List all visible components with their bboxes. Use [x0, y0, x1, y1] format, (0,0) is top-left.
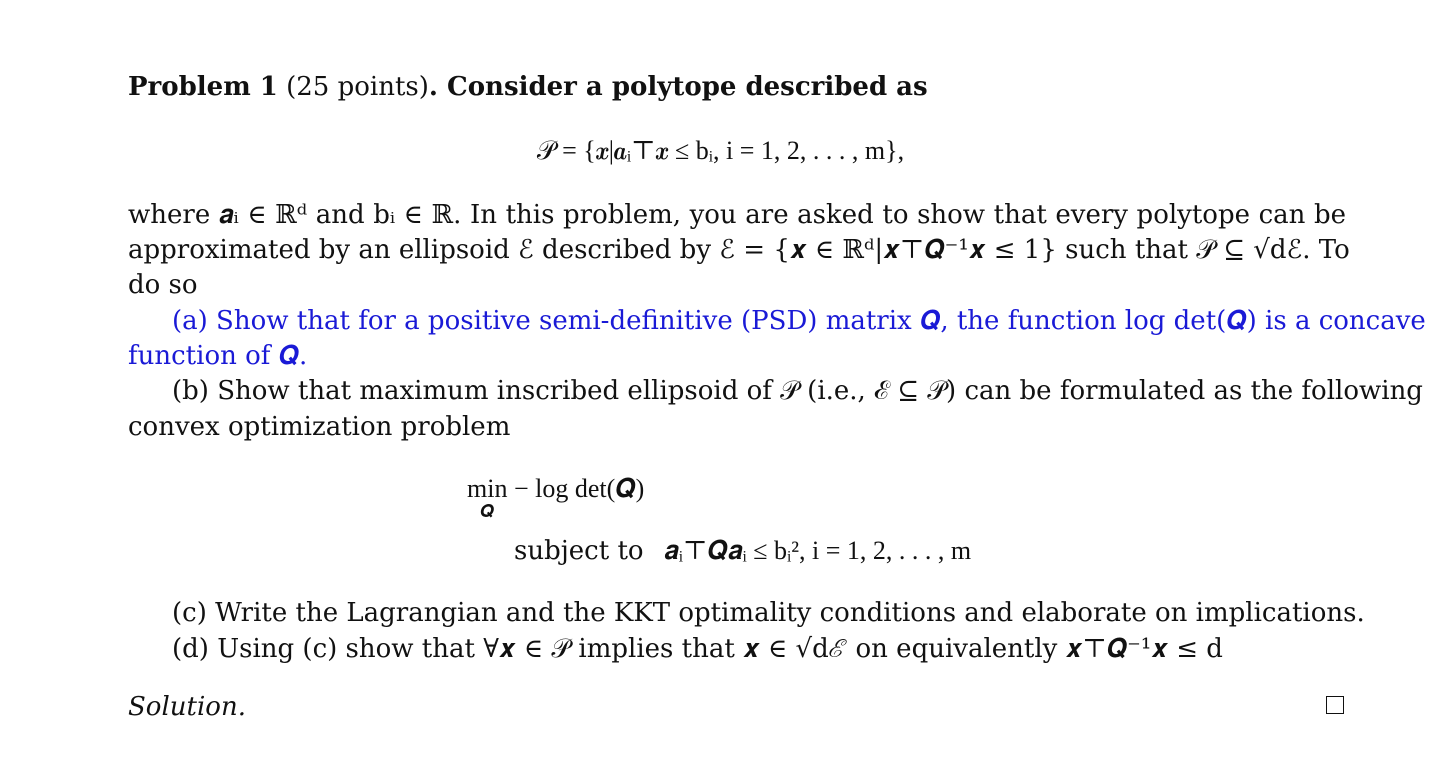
- part-c-line: (c) Write the Lagrangian and the KKT optimality conditions and elaborate on implications.: [172, 598, 1365, 628]
- part-a-line-2: function of 𝑸.: [128, 341, 308, 371]
- part-b-line-1: (b) Show that maximum inscribed ellipsoid of 𝒫 (i.e., ℰ ⊆ 𝒫) can be formulated as the following: [172, 376, 1423, 406]
- part-d-line: (d) Using (c) show that ∀𝒙 ∈ 𝒫 implies that 𝒙 ∈ √dℰ on equivalently 𝒙⊤𝑸⁻¹𝒙 ≤ d: [172, 634, 1223, 664]
- solution-label: Solution.: [128, 692, 246, 722]
- problem-intro-line: [128, 70, 928, 104]
- part-b-line-2: convex optimization problem: [128, 412, 511, 442]
- constraint-label: subject to: [514, 536, 644, 566]
- optimization-variable: 𝑸: [480, 501, 495, 521]
- qed-square-icon: [1326, 696, 1344, 714]
- optimization-objective: min − log det(𝑸): [467, 474, 645, 503]
- constraint-expression: 𝒂ᵢ⊤𝑸𝒂ᵢ ≤ bᵢ², i = 1, 2, . . . , m: [664, 536, 972, 565]
- part-a-line-1: (a) Show that for a positive semi-definitive (PSD) matrix 𝑸, the function log det(𝑸) is a concave: [172, 306, 1426, 336]
- paragraph-line-3: do so: [128, 270, 198, 300]
- polytope-set-equation: 𝒫 = {𝒙|𝒂ᵢ⊤𝒙 ≤ bᵢ, i = 1, 2, . . . , m},: [536, 136, 905, 165]
- problem-heading: Problem 1: [128, 72, 278, 102]
- paragraph-line-2: approximated by an ellipsoid ℰ described by ℰ = {𝒙 ∈ ℝᵈ|𝒙⊤𝑸⁻¹𝒙 ≤ 1} such that 𝒫 ⊆ √dℰ. To: [128, 235, 1350, 265]
- paragraph-line-1: where 𝒂ᵢ ∈ ℝᵈ and bᵢ ∈ ℝ. In this problem, you are asked to show that every polytope can be: [128, 200, 1346, 230]
- problem-intro-text: . Consider a polytope described as: [428, 72, 928, 102]
- problem-points: (25 points): [286, 72, 429, 102]
